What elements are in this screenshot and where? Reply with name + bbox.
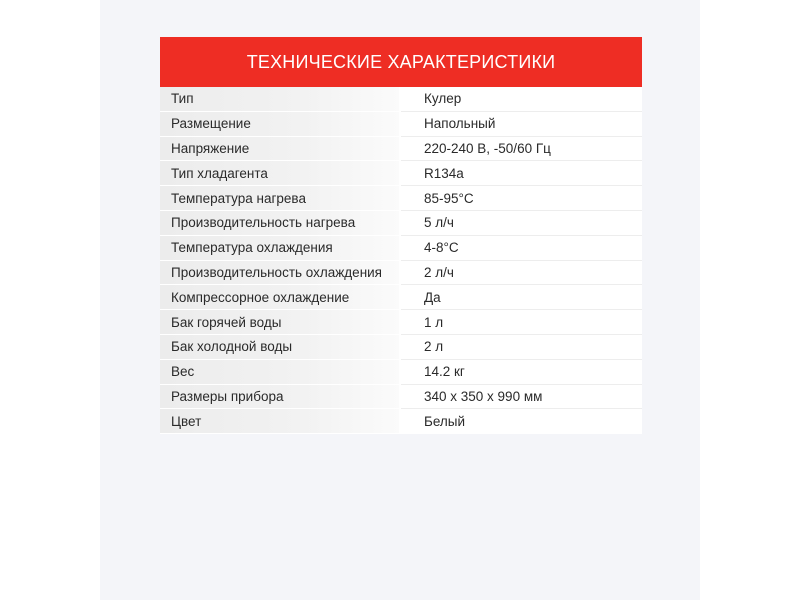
spec-row (160, 360, 642, 385)
spec-name: Компрессорное охлаждение (160, 285, 399, 310)
spec-row (160, 261, 642, 286)
spec-name: Бак горячей воды (160, 310, 399, 335)
specs-body (160, 87, 642, 434)
spec-name: Бак холодной воды (160, 335, 399, 360)
spec-name: Размещение (160, 112, 399, 137)
spec-row (160, 409, 642, 434)
spec-name: Размеры прибора (160, 385, 399, 410)
spec-name: Производительность охлаждения (160, 261, 399, 286)
spec-row (160, 285, 642, 310)
spec-name: Тип (160, 87, 399, 112)
spec-value: 5 л/ч (401, 211, 642, 236)
spec-value: Кулер (401, 87, 642, 112)
spec-value: 14.2 кг (401, 360, 642, 385)
spec-row (160, 87, 642, 112)
spec-name: Напряжение (160, 137, 399, 162)
spec-value: R134a (401, 161, 642, 186)
spec-row (160, 137, 642, 162)
spec-value: 1 л (401, 310, 642, 335)
spec-row (160, 236, 642, 261)
spec-row (160, 112, 642, 137)
spec-row (160, 385, 642, 410)
spec-row (160, 161, 642, 186)
spec-row (160, 211, 642, 236)
spec-value: 2 л/ч (401, 261, 642, 286)
spec-name: Цвет (160, 409, 399, 434)
spec-name: Температура нагрева (160, 186, 399, 211)
spec-name: Тип хладагента (160, 161, 399, 186)
spec-name: Температура охлаждения (160, 236, 399, 261)
specs-title: ТЕХНИЧЕСКИЕ ХАРАКТЕРИСТИКИ (160, 37, 642, 87)
spec-value: 2 л (401, 335, 642, 360)
specs-table (160, 37, 642, 434)
spec-row (160, 310, 642, 335)
spec-value: 4-8°C (401, 236, 642, 261)
spec-name: Производительность нагрева (160, 211, 399, 236)
spec-value: 85-95°C (401, 186, 642, 211)
spec-row (160, 335, 642, 360)
spec-value: Напольный (401, 112, 642, 137)
spec-value: Да (401, 285, 642, 310)
spec-value: Белый (401, 409, 642, 434)
spec-value: 220-240 В, -50/60 Гц (401, 137, 642, 162)
spec-value: 340 x 350 x 990 мм (401, 385, 642, 410)
spec-row (160, 186, 642, 211)
spec-name: Вес (160, 360, 399, 385)
